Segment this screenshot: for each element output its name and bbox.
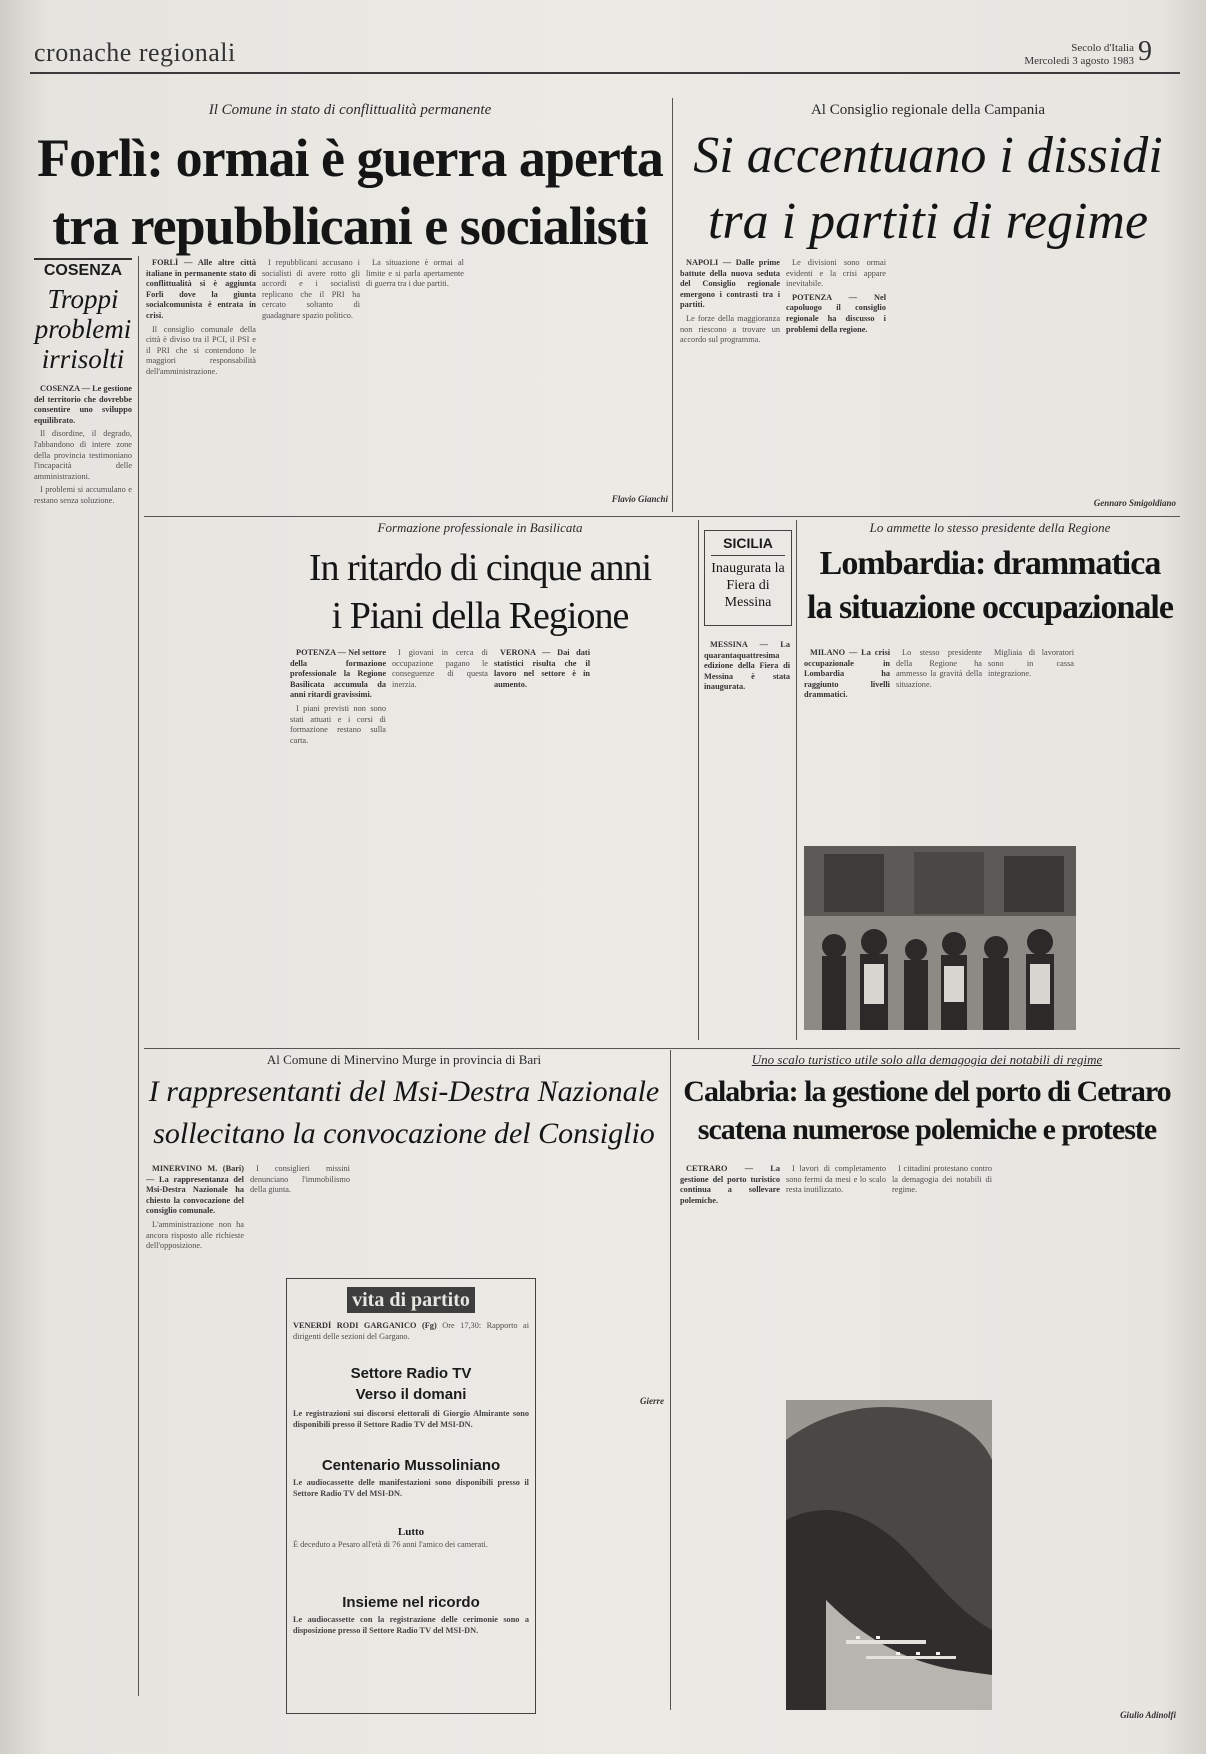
minervino-par-2: I consiglieri missini denunciano l'immobilismo della giunta. [250, 1164, 350, 1195]
divider-calabria [670, 1050, 671, 1710]
campania-kicker: Al Consiglio regionale della Campania [810, 102, 1046, 118]
cosenza-lead: COSENZA — Le gestione del territorio che dovrebbe consentire uno sviluppo equilibrato. [34, 384, 132, 425]
forli-par-3: La situazione è ormai al limite e si parla apertamente di guerra tra i due partiti. [366, 258, 464, 289]
cosenza-par-2: I problemi si accumulano e restano senza soluzione. [34, 485, 132, 505]
campania-col-1 [680, 258, 780, 512]
cosenza-headline: Troppi problemi irrisolti [34, 284, 132, 374]
cosenza-par-1: Il disordine, il degrado, l'abbandono di intere zone della provincia testimoniano l'incapacità delle amministrazioni. [34, 429, 132, 481]
lombardia-col-2 [896, 648, 982, 844]
basilicata-col-1 [290, 648, 386, 1028]
sicilia-body [704, 640, 790, 1028]
radio-text: Le registrazioni sui discorsi elettorali di Giorgio Almirante sono disponibili presso il Settore Radio TV del MSI-DN. [293, 1409, 529, 1429]
divider-lombardia [796, 520, 797, 1040]
calabria-col-4 [998, 1164, 1178, 1704]
basilicata-par-1: I piani previsti non sono stati attuati e i corsi di formazione restano sulla carta. [290, 703, 386, 745]
forli-par-1: Il consiglio comunale della città è diviso tra il PCI, il PSI e il PRI che si contendono le maggiori responsabilità dell'amministrazione. [146, 324, 256, 376]
forli-kicker: Il Comune in stato di conflittualità permanente [208, 102, 492, 118]
calabria-kicker: Uno scalo turistico utile solo alla demagogia dei notabili di regime [751, 1052, 1103, 1067]
vita-di-partito-box [286, 1278, 536, 1714]
campania-par-2: Le divisioni sono ormai evidenti e la crisi appare inevitabile. [786, 258, 886, 289]
cosenza-rule [34, 258, 132, 260]
divider-cosenza [138, 256, 139, 1696]
minervino-par-1: L'amministrazione non ha ancora risposto alle richieste dell'opposizione. [146, 1219, 244, 1251]
lombardia-par-1: Lo stesso presidente della Regione ha ammesso la gravità della situazione. [896, 648, 982, 689]
basilicata-lead: POTENZA — Nel settore della formazione professionale la Regione Basilicata accumula da anni ritardi gravissimi. [290, 648, 386, 700]
cosenza-body [34, 384, 132, 1674]
campania-signature: Gennaro Smigoldiano [1093, 498, 1176, 508]
paper-name: Secolo d'Italia [1071, 42, 1134, 54]
section-title: cronache regionali [34, 38, 236, 67]
vdp-item-1-text: Ore 17,30: Rapporto ai dirigenti delle sezioni del Gargano. [293, 1321, 529, 1341]
divider-sicilia [698, 520, 699, 1040]
lutto-text: È deceduto a Pesaro all'età di 76 anni l'amico dei camerati. [293, 1540, 488, 1549]
minervino-col-2 [250, 1164, 350, 1274]
campania-headline-2: tra i partiti di regime [707, 193, 1149, 250]
forli-par-2: I repubblicani accusano i socialisti di avere rotto gli accordi e i socialisti replicano che il PRI ha cercato soltanto di guadagnare spazio politico. [262, 258, 360, 320]
calabria-signature: Giulio Adinolfi [1120, 1710, 1176, 1720]
basilicata-col-2 [392, 648, 488, 1028]
insieme-title: Insieme nel ricordo [342, 1594, 480, 1611]
minervino-col-5 [568, 1164, 666, 1584]
campania-par-1: Le forze della maggioranza non riescono a trovare un accordo sul programma. [680, 313, 780, 345]
lombardia-col-4 [1082, 648, 1178, 1028]
basilicata-kicker: Formazione professionale in Basilicata [377, 520, 583, 535]
lombardia-headline-2: la situazione occupazionale [807, 589, 1173, 626]
workers-photo-image [804, 846, 1076, 1030]
divider-top [672, 98, 673, 512]
vita-di-partito-title: vita di partito [347, 1287, 475, 1313]
lombardia-par-2: Migliaia di lavoratori sono in cassa integrazione. [988, 648, 1074, 679]
harbor-photo-image [786, 1400, 992, 1710]
basilicata-col-3 [494, 648, 590, 1028]
divider-mid [144, 516, 1180, 517]
cosenza-label: COSENZA [43, 262, 123, 279]
page-number: 9 [1138, 36, 1152, 67]
lombardia-lead: MILANO — La crisi occupazionale in Lombardia ha raggiunto livelli drammatici. [804, 648, 890, 700]
workers-photo [804, 846, 1076, 1030]
forli-col-3 [366, 258, 464, 512]
minervino-headline-1: I rappresentanti del Msi-Destra Nazionale [148, 1075, 660, 1108]
paper-info [1004, 42, 1134, 68]
forli-signature: Flavio Gianchi [611, 494, 668, 504]
calabria-col-2 [786, 1164, 886, 1392]
vdp-item-1-sub: RODI GARGANICO (Fg) [336, 1321, 437, 1330]
calabria-par-2: I cittadini protestano contro la demagogia dei notabili di regime. [892, 1164, 992, 1195]
lombardia-kicker: Lo ammette lo stesso presidente della Regione [869, 520, 1111, 535]
minervino-signature: Gierre [640, 1396, 664, 1406]
campania-headline-1: Si accentuano i dissidi [693, 127, 1163, 184]
forli-headline-1: Forlì: ormai è guerra aperta [37, 128, 663, 188]
calabria-headline-2: scatena numerose polemiche e proteste [697, 1113, 1157, 1146]
masthead-rule [30, 72, 1180, 74]
centenario-text: Le audiocassette delle manifestazioni sono disponibili presso il Settore Radio TV del MSI-DN. [293, 1478, 529, 1498]
basilicata-col-4 [596, 648, 692, 1028]
divider-bottom [144, 1048, 1180, 1049]
forli-col-5 [572, 258, 668, 488]
harbor-photo [786, 1400, 992, 1710]
minervino-headline-2: sollecitano la convocazione del Consiglio [153, 1117, 655, 1150]
vdp-item-1-head: VENERDÌ [293, 1321, 332, 1330]
calabria-col-1 [680, 1164, 780, 1734]
lombardia-col-1 [804, 648, 890, 844]
sicilia-box [704, 530, 792, 626]
lombardia-headline-1: Lombardia: drammatica [819, 545, 1161, 582]
sicilia-lead: MESSINA — La quarantaquattresima edizione della Fiera di Messina è stata inaugurata. [704, 640, 790, 692]
calabria-lead: CETRARO — La gestione del porto turistico continua a sollevare polemiche. [680, 1164, 780, 1205]
potenza-lead: POTENZA — Nel capoluogo il consiglio regionale ha discusso i problemi della regione. [786, 292, 886, 334]
lutto-title: Lutto [397, 1526, 425, 1538]
calabria-par-1: I lavori di completamento sono fermi da mesi e lo scalo resta inutilizzato. [786, 1164, 886, 1195]
basilicata-par-2: I giovani in cerca di occupazione pagano le conseguenze di questa inerzia. [392, 648, 488, 689]
radio-subtitle: Verso il domani [355, 1386, 467, 1403]
vdp-item-1 [293, 1321, 529, 1365]
basilicata-headline-1: In ritardo di cinque anni [308, 547, 652, 589]
sicilia-headline: Inaugurata la Fiera di Messina [711, 561, 785, 610]
centenario-title: Centenario Mussoliniano [321, 1457, 501, 1474]
forli-lead: FORLÌ — Alle altre città italiane in permanente stato di conflittualità si è aggiunta Forlì dove la giunta socialcomunista è entrata in crisi. [146, 258, 256, 320]
minervino-col-1 [146, 1164, 244, 1724]
campania-col-2 [786, 258, 886, 512]
minervino-col-3 [356, 1164, 456, 1274]
basilicata-headline-2: i Piani della Regione [331, 595, 629, 637]
forli-headline-2: tra repubblicani e socialisti [52, 196, 648, 256]
campania-col-3 [892, 258, 992, 512]
calabria-col-3 [892, 1164, 992, 1392]
forli-col-4 [470, 258, 566, 512]
radio-title: Settore Radio TV [350, 1365, 472, 1382]
campania-lead: NAPOLI — Dalle prime battute della nuova seduta del Consiglio regionale emergono i contrasti tra i partiti. [680, 258, 780, 310]
campania-col-4 [998, 258, 1176, 494]
minervino-col-4 [462, 1164, 562, 1274]
lombardia-col-3 [988, 648, 1074, 844]
minervino-lead: MINERVINO M. (Bari) — La rappresentanza del Msi-Destra Nazionale ha chiesto la convocazione del consiglio comunale. [146, 1164, 244, 1216]
forli-col-2 [262, 258, 360, 512]
sicilia-label: SICILIA [723, 535, 773, 551]
minervino-kicker: Al Comune di Minervino Murge in provincia di Bari [266, 1052, 542, 1067]
calabria-headline-1: Calabria: la gestione del porto di Cetraro [683, 1075, 1171, 1108]
verona-lead: VERONA — Dai dati statistici risulta che il lavoro nel settore è in aumento. [494, 648, 590, 689]
insieme-text: Le audiocassette con la registrazione delle cerimonie sono a disposizione presso il Settore Radio TV del MSI-DN. [293, 1615, 529, 1635]
paper-date: Mercoledì 3 agosto 1983 [1024, 55, 1134, 67]
forli-col-1 [146, 258, 256, 512]
